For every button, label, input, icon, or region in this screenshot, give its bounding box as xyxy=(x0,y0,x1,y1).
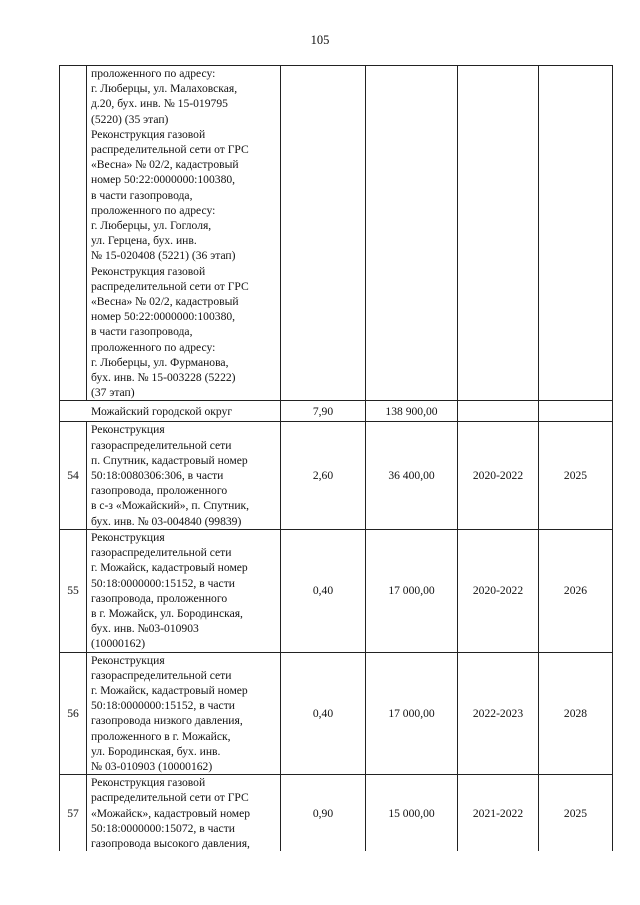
table-row xyxy=(60,422,613,529)
description-line: распределительной сети от ГРС xyxy=(91,279,249,293)
description-line: бух. инв. № 15-003228 (5222) xyxy=(91,371,236,385)
cost-cell xyxy=(366,66,458,401)
description-line: в г. Можайск, ул. Бородинская, xyxy=(91,606,243,620)
description-line: бух. инв. №03-010903 xyxy=(91,622,199,636)
description-line: проложенного по адресу: xyxy=(91,203,216,217)
description-line: Реконструкция газовой xyxy=(91,127,206,141)
description-cell xyxy=(87,422,281,529)
description-line: Реконструкция xyxy=(91,653,165,667)
row-number: 57 xyxy=(60,775,87,852)
description-line: г. Люберцы, ул. Гоглоля, xyxy=(91,219,212,233)
district-name: Можайский городской округ xyxy=(60,401,281,422)
cost-cell: 17 000,00 xyxy=(366,529,458,652)
description-line: (10000162) xyxy=(91,637,146,651)
description-cell xyxy=(87,775,281,852)
cost-cell: 15 000,00 xyxy=(366,775,458,852)
description-line: распределительной сети от ГРС xyxy=(91,143,249,157)
description-line: газопровода, проложенного xyxy=(91,591,228,605)
district-period-cell xyxy=(458,401,539,422)
period-cell: 2020-2022 xyxy=(458,529,539,652)
cost-cell: 17 000,00 xyxy=(366,652,458,775)
length-cell: 0,40 xyxy=(281,529,366,652)
description-line: газопровода низкого давления, xyxy=(91,714,243,728)
description-line: проложенного в г. Можайск, xyxy=(91,729,231,743)
description-line: п. Спутник, кадастровый номер xyxy=(91,453,248,467)
length-cell: 2,60 xyxy=(281,422,366,529)
period-cell: 2020-2022 xyxy=(458,422,539,529)
description-line: г. Люберцы, ул. Фурманова, xyxy=(91,355,229,369)
row-number: 56 xyxy=(60,652,87,775)
description-line: (5220) (35 этап) xyxy=(91,112,169,126)
description-line: газораспределительной сети xyxy=(91,546,232,560)
description-line: г. Можайск, кадастровый номер xyxy=(91,561,248,575)
description-line: в с-з «Можайский», п. Спутник, xyxy=(91,499,250,513)
description-line: бух. инв. № 03-004840 (99839) xyxy=(91,514,242,528)
description-cell xyxy=(87,652,281,775)
period-cell: 2022-2023 xyxy=(458,652,539,775)
completion-year-cell: 2025 xyxy=(539,775,613,852)
description-line: 50:18:0000000:15152, в части xyxy=(91,576,235,590)
description-line: в части газопровода, xyxy=(91,188,193,202)
description-line: Реконструкция xyxy=(91,423,165,437)
program-table xyxy=(59,65,613,851)
description-cell xyxy=(87,529,281,652)
description-line: 50:18:0080306:306, в части xyxy=(91,469,224,483)
period-cell xyxy=(458,66,539,401)
description-line: ул. Герцена, бух. инв. xyxy=(91,234,197,248)
description-line: «Можайск», кадастровый номер xyxy=(91,806,251,820)
description-line: «Весна» № 02/2, кадастровый xyxy=(91,295,239,309)
row-number: 55 xyxy=(60,529,87,652)
description-line: Реконструкция газовой xyxy=(91,776,206,790)
length-cell: 0,40 xyxy=(281,652,366,775)
district-subtotal-row xyxy=(60,401,613,422)
table-row xyxy=(60,529,613,652)
description-line: г. Люберцы, ул. Малаховская, xyxy=(91,82,238,96)
description-cell xyxy=(87,66,281,401)
description-line: газопровода высокого давления, xyxy=(91,836,250,850)
length-cell: 0,90 xyxy=(281,775,366,852)
cost-cell: 36 400,00 xyxy=(366,422,458,529)
description-line: № 15-020408 (5221) (36 этап) xyxy=(91,249,236,263)
page-number: 105 xyxy=(310,33,330,47)
table-row xyxy=(60,775,613,852)
description-line: Реконструкция газовой xyxy=(91,264,206,278)
row-number: 54 xyxy=(60,422,87,529)
completion-year-cell xyxy=(539,66,613,401)
description-line: д.20, бух. инв. № 15-019795 xyxy=(91,97,228,111)
description-line: газораспределительной сети xyxy=(91,438,232,452)
description-line: газораспределительной сети xyxy=(91,668,232,682)
description-line: Реконструкция xyxy=(91,530,165,544)
description-line: № 03-010903 (10000162) xyxy=(91,759,213,773)
description-line: 50:18:0000000:15152, в части xyxy=(91,699,235,713)
description-line: номер 50:22:0000000:100380, xyxy=(91,173,236,187)
description-line: газопровода, проложенного xyxy=(91,484,228,498)
number-cell xyxy=(60,66,87,401)
description-line: г. Можайск, кадастровый номер xyxy=(91,683,248,697)
district-length: 7,90 xyxy=(281,401,366,422)
district-year-cell xyxy=(539,401,613,422)
description-line: номер 50:22:0000000:100380, xyxy=(91,310,236,324)
continuation-row xyxy=(60,66,613,401)
description-line: проложенного по адресу: xyxy=(91,340,216,354)
completion-year-cell: 2025 xyxy=(539,422,613,529)
description-line: 50:18:0000000:15072, в части xyxy=(91,821,235,835)
description-line: распределительной сети от ГРС xyxy=(91,791,249,805)
description-line: ул. Бородинская, бух. инв. xyxy=(91,744,221,758)
description-line: «Весна» № 02/2, кадастровый xyxy=(91,158,239,172)
description-line: в части газопровода, xyxy=(91,325,193,339)
length-cell xyxy=(281,66,366,401)
description-line: проложенного по адресу: xyxy=(91,67,216,80)
period-cell: 2021-2022 xyxy=(458,775,539,852)
completion-year-cell: 2026 xyxy=(539,529,613,652)
table-row xyxy=(60,652,613,775)
completion-year-cell: 2028 xyxy=(539,652,613,775)
description-line: (37 этап) xyxy=(91,386,135,400)
district-cost: 138 900,00 xyxy=(366,401,458,422)
